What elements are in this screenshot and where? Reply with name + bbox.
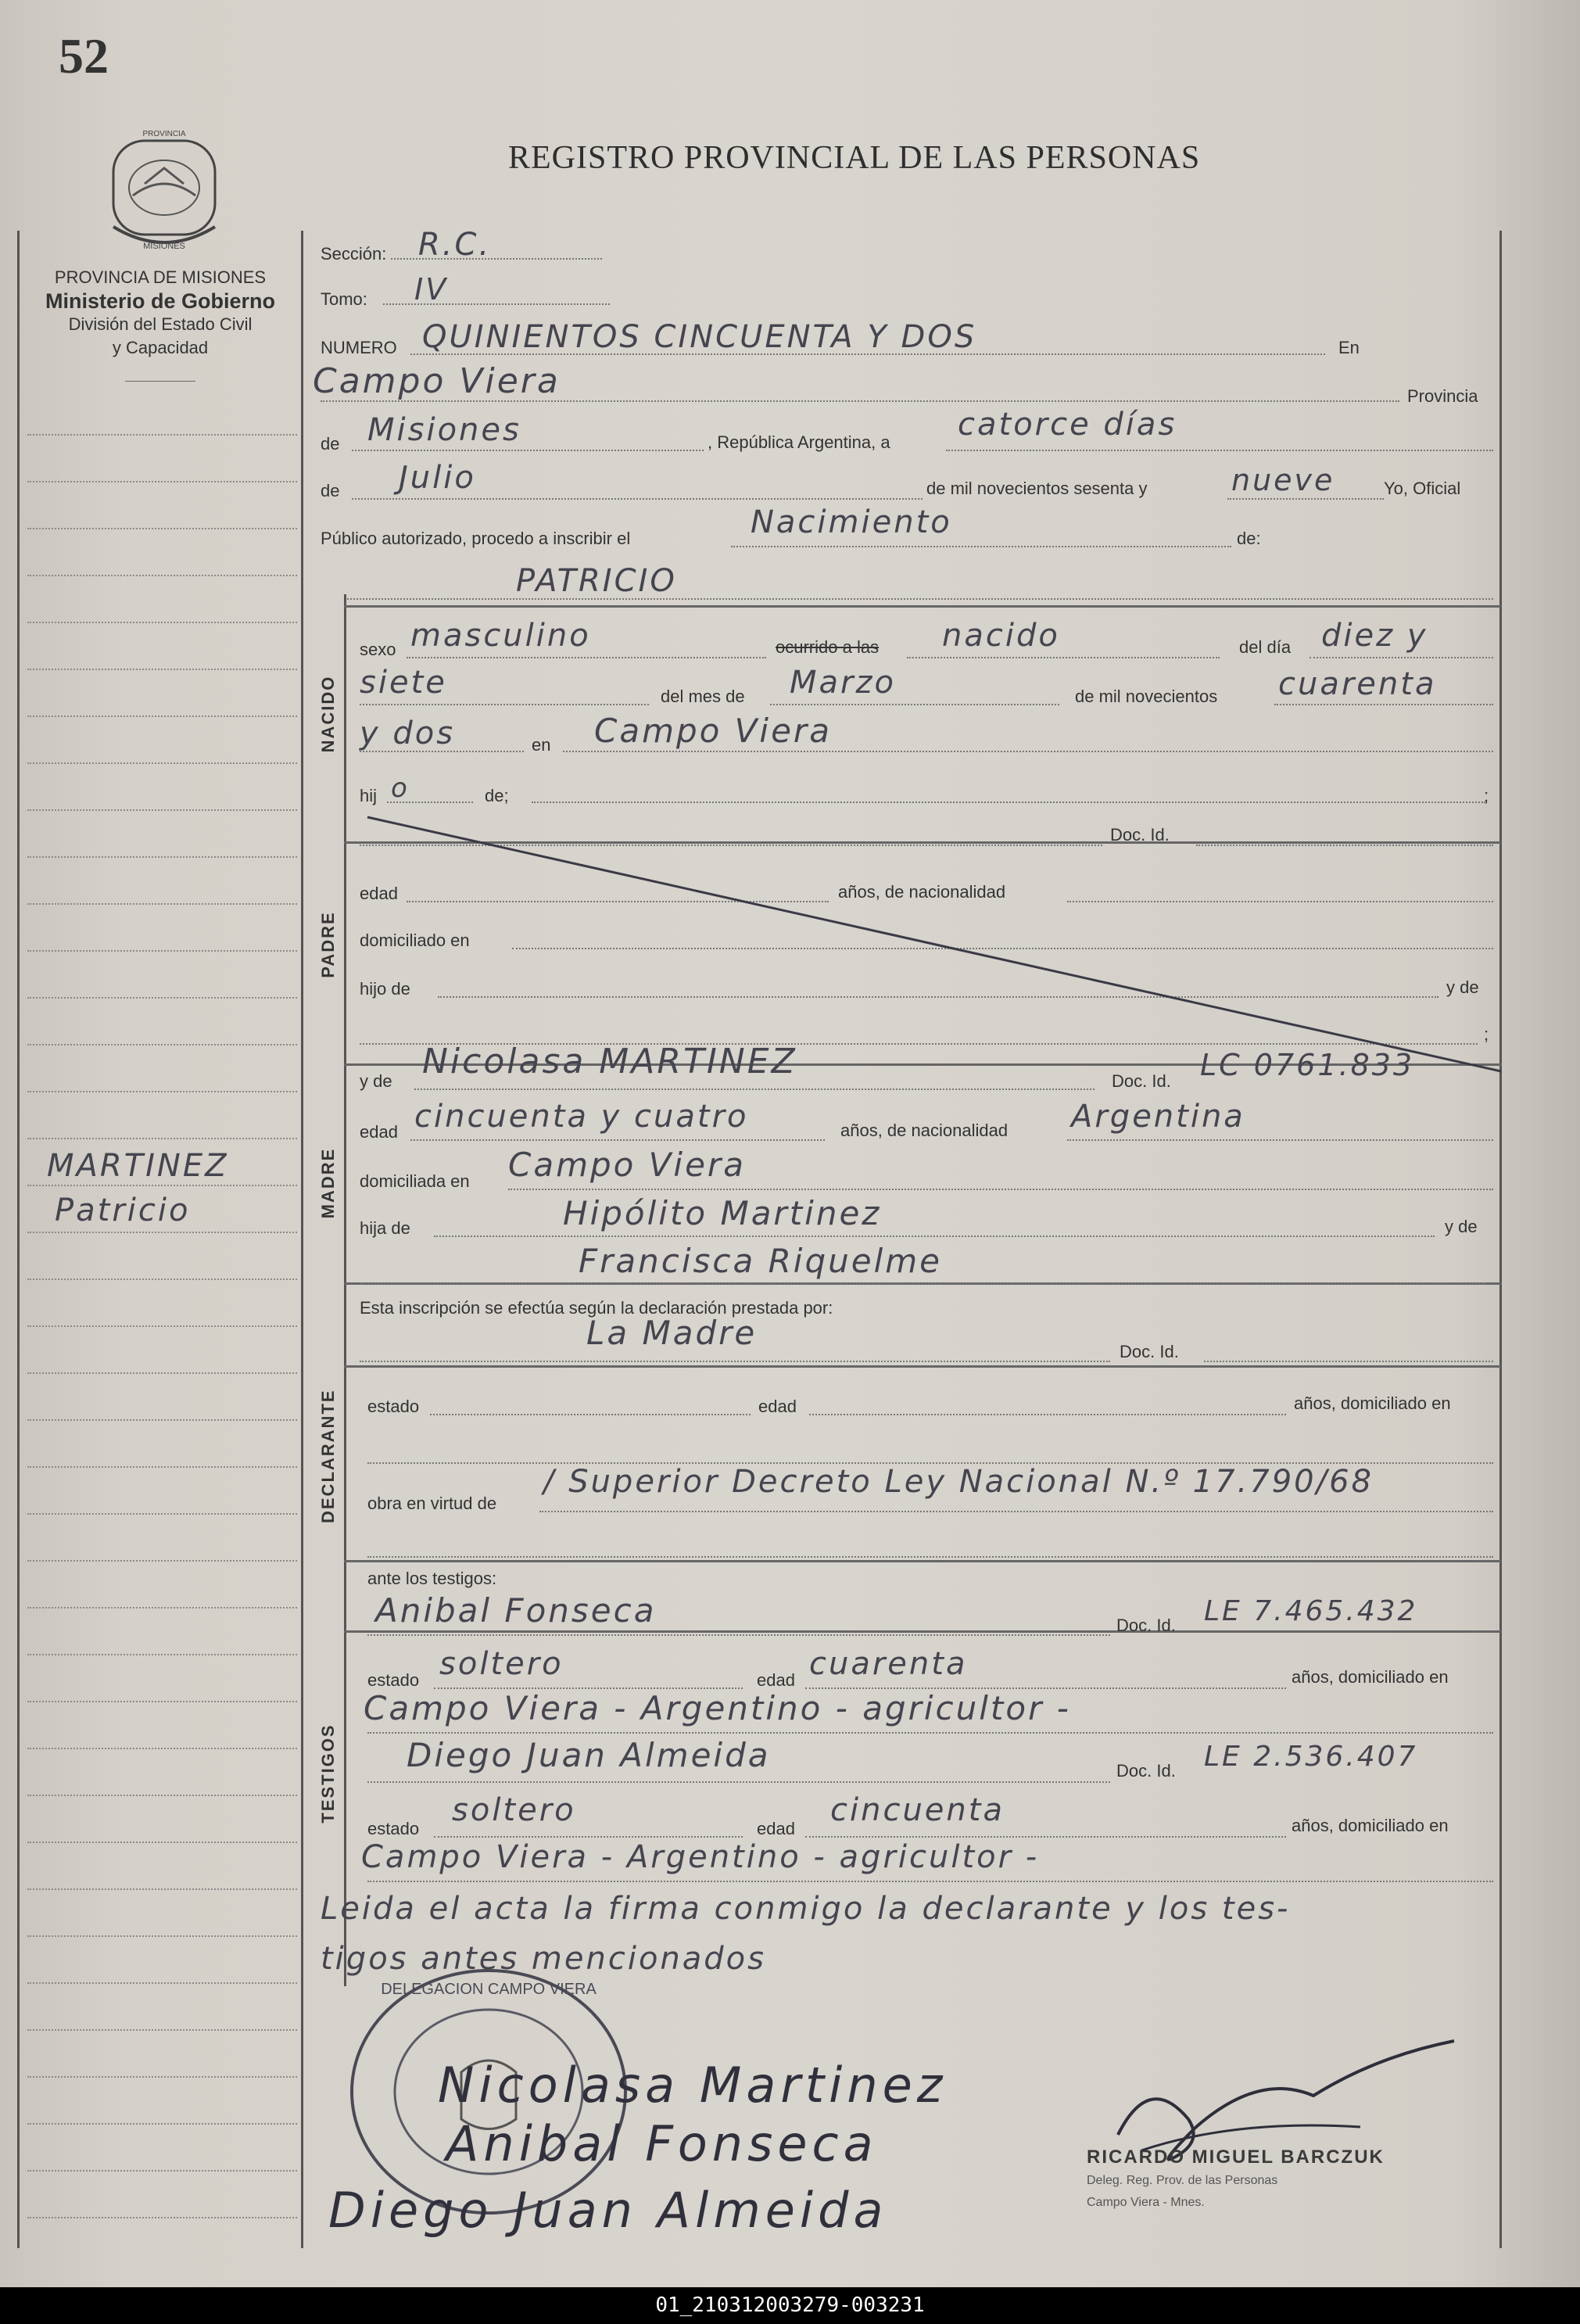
republica-label: , República Argentina, a: [708, 432, 890, 452]
lugar-nac-value: Campo Viera: [594, 712, 832, 750]
testigo1-edad-value: cuarenta: [809, 1646, 968, 1682]
mes-nac-value: Marzo: [790, 665, 896, 701]
testigo2-estado-value: soltero: [452, 1792, 576, 1828]
declarante-anos-label: años, domiciliado en: [1294, 1393, 1451, 1413]
testigo1-doc-value: LE 7.465.432: [1204, 1595, 1418, 1627]
hij-label: hij: [360, 786, 378, 805]
margin-note-name: Patricio: [55, 1192, 191, 1228]
de-colon-label: de:: [1237, 529, 1261, 548]
cierre-line2: tigos antes mencionados: [321, 1941, 766, 1977]
inscripcion-label: Esta inscripción se efectúa según la declaración prestada por:: [360, 1298, 833, 1318]
margin-ruled-line: [27, 622, 297, 623]
del-dia-label: del día: [1239, 637, 1292, 657]
margin-ruled-line: [27, 856, 297, 858]
madre-edad-label: edad: [360, 1122, 398, 1142]
mes-value: Julio: [399, 460, 476, 496]
testigo1-value: Anibal Fonseca: [375, 1591, 657, 1630]
margin-ruled-line: [27, 1279, 297, 1280]
sexo-value: masculino: [410, 618, 591, 654]
margin-ruled-line: [27, 762, 297, 764]
numero-label: NUMERO: [321, 338, 397, 357]
testigo1-estado-value: soltero: [439, 1646, 564, 1682]
madre-madre-value: Francisca Riquelme: [579, 1242, 942, 1280]
margin-right-border: [301, 231, 303, 2248]
office-block: [20, 266, 301, 360]
margin-ruled-line: [27, 1607, 297, 1609]
signature-madre: Nicolasa Martinez: [438, 2057, 948, 2114]
testigo2-doc-value: LE 2.536.407: [1204, 1741, 1418, 1773]
madre-dom-label: domiciliada en: [360, 1171, 470, 1191]
margin-ruled-line: [27, 481, 297, 482]
anio-nac-value-2: y dos: [360, 715, 456, 751]
testigo2-edad-value: cincuenta: [830, 1792, 1005, 1828]
margin-ruled-line: [27, 1419, 297, 1421]
margin-ruled-line: [27, 1888, 297, 1890]
section-nacido: NACIDO: [318, 675, 338, 753]
madre-dom-value: Campo Viera: [508, 1146, 746, 1184]
margin-ruled-line: [27, 1372, 297, 1374]
padre-y-de-label: y de: [1446, 977, 1479, 997]
officer-name: RICARDO MIGUEL BARCZUK: [1087, 2146, 1385, 2168]
seccion-value: R.C.: [418, 227, 492, 263]
margin-ruled-line: [27, 2217, 297, 2218]
cierre-line1: Leida el acta la firma conmigo la declarante y los tes-: [321, 1891, 1291, 1927]
office-line1: PROVINCIA DE MISIONES: [54, 267, 267, 287]
section-declarante: DECLARANTE: [318, 1389, 338, 1523]
margin-ruled-line: [27, 2123, 297, 2125]
tomo-label: Tomo:: [321, 289, 367, 309]
margin-ruled-line: [27, 1138, 297, 1139]
provincia-value: Misiones: [367, 412, 521, 448]
margin-ruled-line: [27, 1842, 297, 1843]
margin-ruled-line: [27, 1091, 297, 1092]
officer-title-line2: Deleg. Reg. Prov. de las Personas: [1087, 2174, 1278, 2187]
padre-hijo-label: hijo de: [360, 979, 410, 999]
numero-value: QUINIENTOS CINCUENTA Y DOS: [422, 319, 977, 355]
margin-note-surname: MARTINEZ: [47, 1148, 229, 1184]
madre-hija-label: hija de: [360, 1218, 410, 1238]
padre-crossout-line: [360, 813, 1509, 1079]
margin-left-border: [17, 231, 20, 2248]
margin-ruled-line: [27, 809, 297, 811]
testigo2-value: Diego Juan Almeida: [407, 1736, 771, 1774]
obra-label: obra en virtud de: [367, 1494, 497, 1513]
testigo2-edad-label: edad: [757, 1819, 795, 1838]
padre-semicolon: ;: [1484, 1024, 1489, 1044]
margin-ruled-line: [27, 1560, 297, 1562]
sections-left-border: [344, 594, 346, 1986]
testigo2-estado-label: estado: [367, 1819, 420, 1838]
page-title: REGISTRO PROVINCIAL DE LAS PERSONAS: [508, 140, 1201, 176]
section-testigos: TESTIGOS: [318, 1723, 338, 1824]
nombre-value: PATRICIO: [516, 563, 677, 599]
provincial-seal-icon: [102, 125, 227, 258]
anio-nac-value: cuarenta: [1278, 666, 1437, 702]
margin-ruled-line: [27, 1748, 297, 1749]
margin-ruled-line: [27, 1185, 297, 1186]
testigo1-dom-value: Campo Viera - Argentino - agricultor -: [364, 1689, 1071, 1727]
section-padre: PADRE: [318, 911, 338, 978]
tomo-value: IV: [414, 272, 449, 307]
margin-ruled-line: [27, 2029, 297, 2031]
svg-text:DELEGACION CAMPO VIERA: DELEGACION CAMPO VIERA: [381, 1981, 597, 1998]
margin-ruled-line: [27, 1044, 297, 1045]
dia-nac-value-2: siete: [360, 665, 447, 701]
officer-title-line3: Campo Viera - Mnes.: [1087, 2196, 1205, 2209]
section-madre: MADRE: [318, 1147, 338, 1219]
margin-ruled-line: [27, 1232, 297, 1233]
ante-label: ante los testigos:: [367, 1569, 497, 1588]
padre-dom-label: domiciliado en: [360, 931, 470, 950]
en-label: En: [1338, 338, 1360, 357]
margin-ruled-line: [27, 1982, 297, 1984]
signature-testigo1: Anibal Fonseca: [446, 2115, 878, 2172]
svg-text:PROVINCIA: PROVINCIA: [142, 130, 186, 138]
anio-value: nueve: [1231, 463, 1335, 497]
obra-value: / Superior Decreto Ley Nacional N.º 17.790/68: [543, 1464, 1374, 1500]
hij-value: o: [391, 773, 410, 804]
en-lower-label: en: [532, 735, 551, 755]
ocurrido-label: ocurrido a las: [776, 637, 880, 657]
testigo2-doc-label: Doc. Id.: [1116, 1761, 1176, 1781]
testigo1-doc-label: Doc. Id.: [1116, 1616, 1176, 1635]
madre-edad-value: cincuenta y cuatro: [414, 1099, 749, 1135]
declarante-doc-label: Doc. Id.: [1120, 1342, 1179, 1361]
margin-ruled-line: [27, 903, 297, 905]
margin-ruled-line: [27, 528, 297, 529]
margin-ruled-line: [27, 575, 297, 576]
declarante-estado-label: estado: [367, 1397, 420, 1416]
de-mil-nov-label: de mil novecientos: [1075, 687, 1218, 706]
margin-ruled-line: [27, 1466, 297, 1468]
madre-doc-value: LC 0761.833: [1200, 1048, 1415, 1082]
madre-anos-label: años, de nacionalidad: [840, 1121, 1009, 1140]
testigo1-estado-label: estado: [367, 1670, 420, 1690]
madre-nombre-value: Nicolasa MARTINEZ: [422, 1042, 797, 1081]
margin-ruled-line: [27, 434, 297, 436]
testigo2-dom-value: Campo Viera - Argentino - agricultor -: [361, 1839, 1040, 1875]
declarante-edad-label: edad: [758, 1397, 797, 1416]
declarante-value: La Madre: [586, 1314, 758, 1352]
seccion-label: Sección:: [321, 244, 387, 264]
provincia-label: Provincia: [1407, 386, 1478, 406]
de-semicolon-label: de;: [485, 786, 509, 805]
de-label: de: [321, 434, 340, 454]
sexo-label: sexo: [360, 640, 396, 659]
margin-ruled-line: [27, 950, 297, 952]
margin-ruled-line: [27, 1795, 297, 1796]
padre-edad-label: edad: [360, 884, 398, 903]
office-line4: y Capacidad: [112, 338, 209, 357]
document-page: 52 REGISTRO PROVINCIAL DE LAS PERSONAS PROVINCIA MISIONES PROVINCIA DE MISIONES Ministerio de Gobierno División del Estado Civil y Capacidad MARTINEZ Patricio Sección: R.C. Tomo: IV NUMERO QUINIENTOS CINCUENTA Y DOS En Campo Viera Provincia de Misiones , República Argentina, a catorce días de Julio de mil novecientos sesenta y nueve Yo, Oficial Público autorizado, procedo a inscribir el Nacimiento de: PATRICIO NACIDO PADRE MADRE DECLARANTE TESTIGOS sexo masculino ocurrido a las nacido del día diez y siete del mes de Marzo de mil novecientos cuarenta y dos en Campo Viera hij o de; ; Doc. Id. edad años, de nacionalidad domiciliado en hijo de y de ; y de Nicolasa MARTINEZ Doc. Id. LC 0761.833 edad cincuenta y cuatro años, de nacionalidad Argentina domiciliada en Campo Viera hija de Hipólito Martinez y de Francisca Riquelme Esta inscripción se efectúa según la declaración prestada por: La Madre Doc. Id. estado edad años, domiciliado en obra en virtud de / Superior Decreto Ley Nacional N.º 17.790/68 ante los testigos: Anibal Fonseca Doc. Id. LE 7.465.432 estado soltero edad cuarenta años, domiciliado en Campo Viera - Argentino - agricultor - Diego Juan Almeida Doc. Id. LE 2.536.407 estado soltero edad cincuenta años, domiciliado en Campo Viera - Argentino - agricultor - Leida el acta la firma conmigo la declarante y los tes- tigos antes mencionados DELEGACION CAMPO VIERA RICARDO MIGUEL BARCZUK Deleg. Reg. Prov. de las Personas Campo Viera - Mnes. Nicolasa Martinez Anibal Fonseca Diego Juan Almeida: [0, 0, 1580, 2287]
testigo1-edad-label: edad: [757, 1670, 795, 1690]
dia-value: catorce días: [958, 407, 1177, 443]
signature-testigo2: Diego Juan Almeida: [328, 2182, 888, 2239]
madre-padre-value: Hipólito Martinez: [563, 1194, 882, 1232]
ocurrido-value: nacido: [942, 618, 1060, 654]
margin-ruled-line: [27, 1701, 297, 1702]
de-label-2: de: [321, 481, 340, 500]
testigo2-anos-label: años, domiciliado en: [1292, 1816, 1449, 1835]
margin-ruled-line: [27, 2170, 297, 2172]
testigo1-anos-label: años, domiciliado en: [1292, 1667, 1449, 1687]
margin-ruled-line: [27, 1513, 297, 1515]
del-mes-label: del mes de: [661, 687, 745, 706]
margin-ruled-line: [27, 715, 297, 717]
page-number: 52: [59, 28, 109, 84]
doc-id-label-1: Doc. Id.: [1110, 825, 1170, 845]
lugar-value: Campo Viera: [313, 361, 561, 401]
dia-nac-value: diez y: [1321, 618, 1428, 654]
madre-doc-label: Doc. Id.: [1112, 1071, 1171, 1091]
margin-ruled-line: [27, 1325, 297, 1327]
padre-anos-label: años, de nacionalidad: [838, 882, 1006, 902]
acto-value: Nacimiento: [751, 504, 952, 540]
form-right-border: [1499, 231, 1502, 2248]
office-line2: Ministerio de Gobierno: [45, 289, 276, 313]
margin-ruled-line: [27, 1935, 297, 1937]
yo-oficial-label: Yo, Oficial: [1384, 479, 1461, 498]
de-mil-label: de mil novecientos sesenta y: [926, 479, 1148, 498]
footer-filename: 01_210312003279-003231: [0, 2287, 1580, 2324]
margin-ruled-line: [27, 2076, 297, 2078]
madre-nac-value: Argentina: [1071, 1099, 1245, 1135]
margin-ruled-line: [27, 669, 297, 670]
publico-label: Público autorizado, procedo a inscribir el: [321, 529, 631, 548]
madre-y-de-label-2: y de: [1445, 1217, 1478, 1236]
margin-ruled-line: [27, 997, 297, 999]
madre-y-de-label: y de: [360, 1071, 392, 1091]
svg-text:MISIONES: MISIONES: [143, 242, 185, 251]
office-line3: División del Estado Civil: [68, 314, 253, 334]
margin-ruled-line: [27, 1654, 297, 1655]
